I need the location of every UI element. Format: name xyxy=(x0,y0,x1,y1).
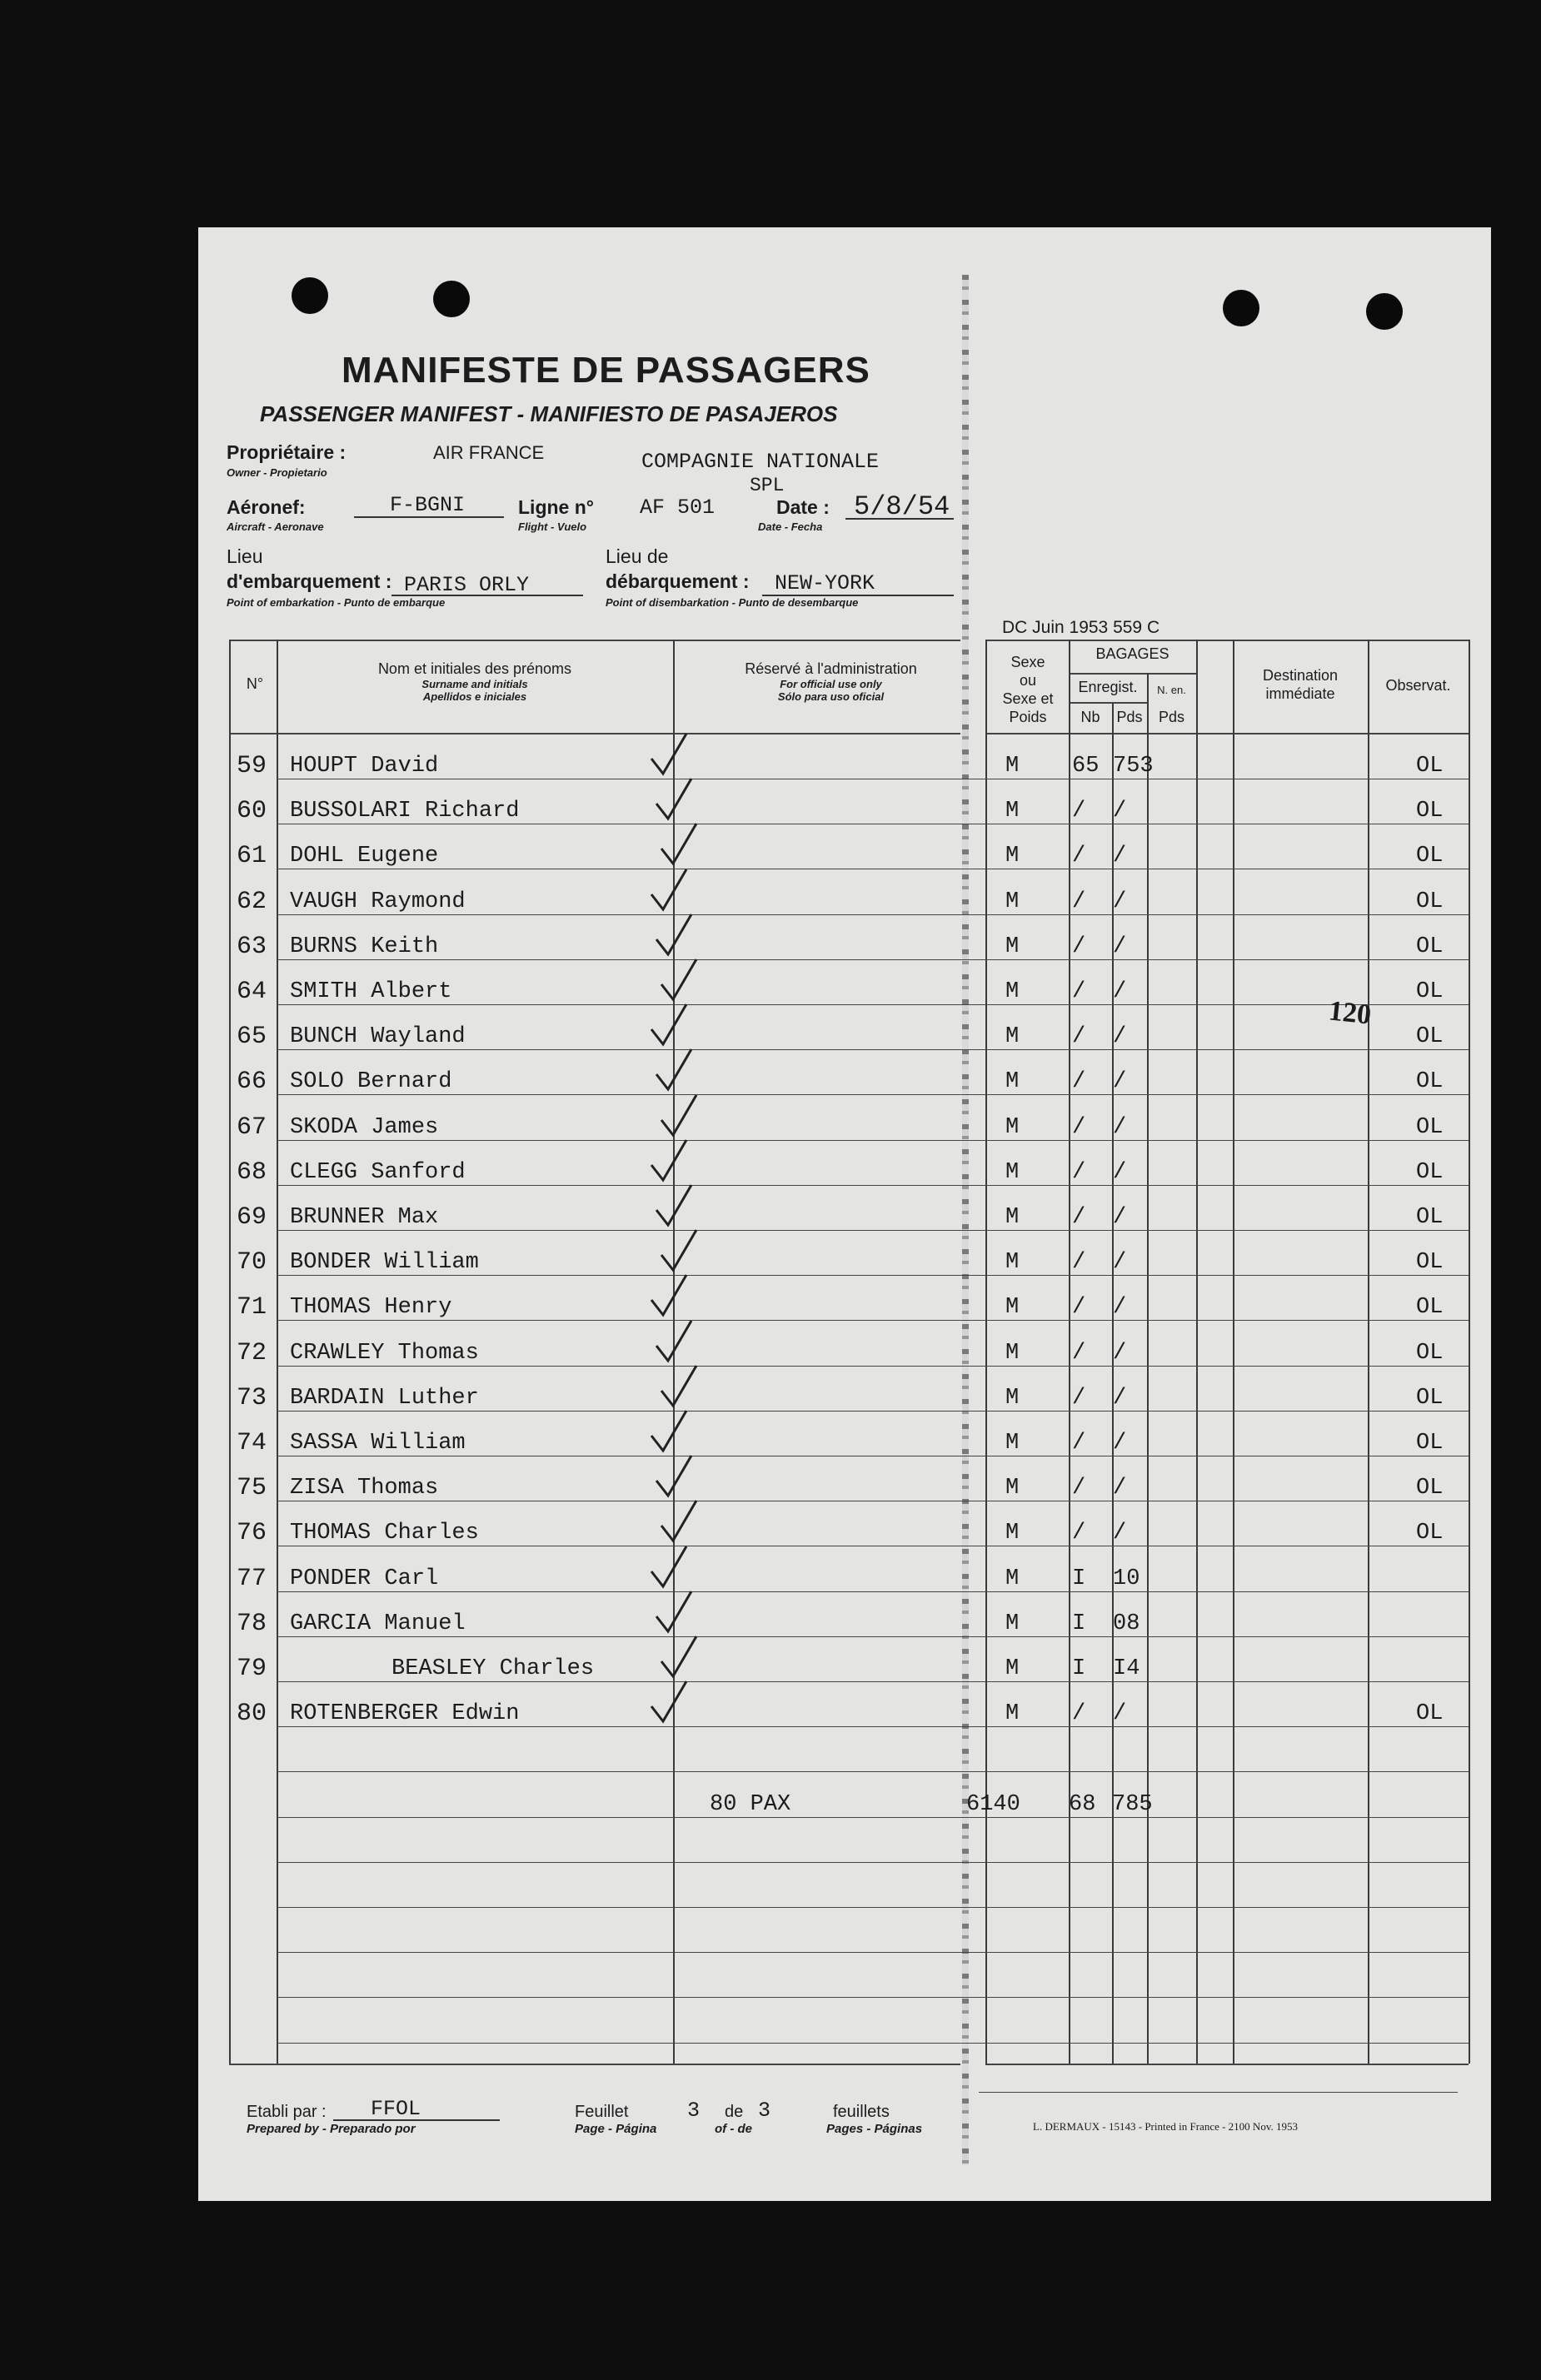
bag-weight: / xyxy=(1113,889,1127,914)
aircraft-line xyxy=(354,516,504,518)
check-mark-icon xyxy=(648,1407,698,1457)
sheets-label: feuillets xyxy=(833,2103,890,2121)
bag-weight: / xyxy=(1113,1250,1127,1275)
check-mark-icon xyxy=(653,775,703,825)
passenger-name: THOMAS Henry xyxy=(290,1295,452,1320)
passenger-sex: M xyxy=(1005,1250,1020,1275)
bag-count: I xyxy=(1072,1611,1086,1636)
observation: OL xyxy=(1416,1521,1444,1546)
observation: OL xyxy=(1416,1341,1444,1366)
row-number: 78 xyxy=(237,1610,267,1638)
passenger-sex: M xyxy=(1005,889,1020,914)
bag-count: / xyxy=(1072,1295,1086,1320)
flight-label-sub: Flight - Vuelo xyxy=(518,520,587,533)
bag-count: / xyxy=(1072,844,1086,869)
bag-weight: / xyxy=(1113,979,1127,1004)
passenger-name: ZISA Thomas xyxy=(290,1476,439,1501)
passenger-sex: M xyxy=(1005,1160,1020,1185)
bag-count: / xyxy=(1072,1069,1086,1094)
observation: OL xyxy=(1416,1115,1444,1140)
passenger-sex: M xyxy=(1005,754,1020,779)
passenger-name: SKODA James xyxy=(290,1115,439,1140)
passenger-sex: M xyxy=(1005,1566,1020,1591)
row-rule xyxy=(277,1952,1469,1953)
passenger-sex: M xyxy=(1005,1069,1020,1094)
passenger-sex: M xyxy=(1005,1521,1020,1546)
owner-value: AIR FRANCE xyxy=(433,442,545,463)
passenger-sex: M xyxy=(1005,1024,1020,1049)
row-rule xyxy=(277,1997,1469,1998)
observation: OL xyxy=(1416,799,1444,824)
row-rule xyxy=(277,1636,1469,1637)
embark-label-2: d'embarquement : xyxy=(227,570,392,592)
bag-weight: / xyxy=(1113,1295,1127,1320)
total-weight: 6140 xyxy=(966,1792,1020,1817)
flight-value: AF 501 xyxy=(640,495,716,520)
bag-weight: / xyxy=(1113,1341,1127,1366)
passenger-name: BARDAIN Luther xyxy=(290,1386,479,1411)
passenger-name: PONDER Carl xyxy=(290,1566,439,1591)
check-mark-icon xyxy=(653,1182,703,1232)
passenger-sex: M xyxy=(1005,934,1020,959)
check-mark-icon xyxy=(658,1227,708,1277)
row-number: 70 xyxy=(237,1248,267,1277)
passenger-name: BURNS Keith xyxy=(290,934,439,959)
observation: OL xyxy=(1416,1476,1444,1501)
bag-weight: / xyxy=(1113,1521,1127,1546)
row-number: 59 xyxy=(237,752,267,780)
disembark-label-2: débarquement : xyxy=(606,570,750,592)
total-pax: 80 PAX xyxy=(710,1792,791,1817)
row-number: 75 xyxy=(237,1474,267,1502)
bag-weight: 753 xyxy=(1113,754,1154,779)
passenger-name: HOUPT David xyxy=(290,754,439,779)
passenger-name: GARCIA Manuel xyxy=(290,1611,466,1636)
row-number: 64 xyxy=(237,978,267,1006)
row-number: 63 xyxy=(237,933,267,961)
prepared-sub: Prepared by - Preparado por xyxy=(247,2122,416,2136)
bag-count: / xyxy=(1072,1024,1086,1049)
passenger-sex: M xyxy=(1005,1386,1020,1411)
row-rule xyxy=(277,1591,1469,1592)
check-mark-icon xyxy=(653,911,703,961)
row-number: 67 xyxy=(237,1113,267,1142)
row-number: 60 xyxy=(237,797,267,825)
bag-count: / xyxy=(1072,1341,1086,1366)
row-rule xyxy=(277,1726,1469,1727)
row-number: 80 xyxy=(237,1700,267,1728)
passenger-sex: M xyxy=(1005,1205,1020,1230)
row-rule xyxy=(277,2043,1469,2044)
observation: OL xyxy=(1416,934,1444,959)
header-sex: Sexe ou Sexe et Poids xyxy=(1002,654,1054,725)
check-mark-icon xyxy=(658,1092,708,1142)
bag-weight: / xyxy=(1113,844,1127,869)
check-mark-icon xyxy=(648,1678,698,1728)
aircraft-label: Aéronef: xyxy=(227,496,306,518)
bag-count: / xyxy=(1072,1521,1086,1546)
bag-count: / xyxy=(1072,799,1086,824)
passenger-name: BRUNNER Max xyxy=(290,1205,439,1230)
observation: OL xyxy=(1416,1701,1444,1726)
flight-label: Ligne n° xyxy=(518,496,594,518)
row-rule xyxy=(277,1771,1469,1772)
bag-count: I xyxy=(1072,1656,1086,1681)
row-number: 62 xyxy=(237,888,267,916)
header-nb: Nb xyxy=(1080,709,1100,725)
row-rule xyxy=(277,1320,1469,1321)
punch-hole xyxy=(1366,293,1403,330)
date-line xyxy=(845,518,954,520)
header-nonenreg: N. en. xyxy=(1157,684,1186,696)
row-rule xyxy=(277,959,1469,960)
header-enreg: Enregist. xyxy=(1078,679,1138,695)
passenger-name: CRAWLEY Thomas xyxy=(290,1341,479,1366)
check-mark-icon xyxy=(648,1272,698,1322)
prepared-label: Etabli par : xyxy=(247,2103,327,2121)
row-number: 76 xyxy=(237,1519,267,1547)
row-number: 72 xyxy=(237,1339,267,1367)
passenger-name: BUSSOLARI Richard xyxy=(290,799,520,824)
check-mark-icon xyxy=(648,1543,698,1593)
header-bagages: BAGAGES xyxy=(1095,645,1169,662)
passenger-name: BUNCH Wayland xyxy=(290,1024,466,1049)
flight-extra: SPL xyxy=(750,475,785,496)
row-number: 71 xyxy=(237,1293,267,1322)
passenger-sex: M xyxy=(1005,1476,1020,1501)
row-number: 61 xyxy=(237,842,267,870)
bag-weight: / xyxy=(1113,1069,1127,1094)
bag-count: / xyxy=(1072,1205,1086,1230)
total-bag-weight: 785 xyxy=(1112,1792,1153,1817)
check-mark-icon xyxy=(648,730,698,780)
row-rule xyxy=(277,1049,1469,1050)
passenger-sex: M xyxy=(1005,799,1020,824)
observation: OL xyxy=(1416,979,1444,1004)
fold-line xyxy=(962,275,969,2165)
row-rule xyxy=(277,914,1469,915)
aircraft-value: F-BGNI xyxy=(390,493,466,517)
sheet-label: Feuillet xyxy=(575,2103,629,2121)
row-number: 79 xyxy=(237,1655,267,1683)
bag-count: / xyxy=(1072,1115,1086,1140)
check-mark-icon xyxy=(658,1633,708,1683)
passenger-sex: M xyxy=(1005,844,1020,869)
observation: OL xyxy=(1416,1386,1444,1411)
passenger-sex: M xyxy=(1005,1611,1020,1636)
observation: OL xyxy=(1416,1295,1444,1320)
check-mark-icon xyxy=(658,1362,708,1412)
row-number: 73 xyxy=(237,1384,267,1412)
row-number: 65 xyxy=(237,1023,267,1051)
passenger-sex: M xyxy=(1005,1115,1020,1140)
observation: OL xyxy=(1416,1160,1444,1185)
bag-count: / xyxy=(1072,1476,1086,1501)
disembark-label-sub: Point of disembarkation - Punto de desembarque xyxy=(606,596,859,609)
bag-weight: / xyxy=(1113,1024,1127,1049)
header-pds: Pds xyxy=(1116,709,1143,725)
check-mark-icon xyxy=(648,866,698,916)
date-label: Date : xyxy=(776,496,830,518)
observation: OL xyxy=(1416,844,1444,869)
row-rule xyxy=(277,1817,1469,1818)
sheet-value: 3 xyxy=(687,2099,701,2123)
passenger-name: BONDER William xyxy=(290,1250,479,1275)
check-mark-icon xyxy=(653,1588,703,1638)
row-rule xyxy=(277,1004,1469,1005)
row-rule xyxy=(277,1907,1469,1908)
disembark-label-1: Lieu de xyxy=(606,545,669,567)
observation: OL xyxy=(1416,1250,1444,1275)
row-rule xyxy=(277,1094,1469,1095)
check-mark-icon xyxy=(648,1137,698,1187)
bag-weight: / xyxy=(1113,1701,1127,1726)
row-rule xyxy=(277,1862,1469,1863)
embark-line xyxy=(391,595,583,596)
bag-count: / xyxy=(1072,934,1086,959)
manifest-subtitle: PASSENGER MANIFEST - MANIFIESTO DE PASAJEROS xyxy=(260,401,838,426)
bag-weight: 10 xyxy=(1113,1566,1140,1591)
row-number: 74 xyxy=(237,1429,267,1457)
row-rule xyxy=(277,1681,1469,1682)
passenger-sex: M xyxy=(1005,979,1020,1004)
bag-weight: / xyxy=(1113,1431,1127,1456)
check-mark-icon xyxy=(653,1046,703,1096)
sheets-sub: Pages - Páginas xyxy=(826,2122,923,2136)
punch-hole xyxy=(1223,290,1259,326)
owner-label: Propriétaire : xyxy=(227,441,347,463)
bag-weight: / xyxy=(1113,934,1127,959)
passenger-name: SASSA William xyxy=(290,1431,466,1456)
bag-count: / xyxy=(1072,889,1086,914)
passenger-name: CLEGG Sanford xyxy=(290,1160,466,1185)
row-number: 69 xyxy=(237,1203,267,1232)
of-sub: of - de xyxy=(715,2122,752,2136)
prepared-value: FFOL xyxy=(371,2097,421,2121)
passenger-sex: M xyxy=(1005,1431,1020,1456)
row-rule xyxy=(277,1366,1469,1367)
date-label-sub: Date - Fecha xyxy=(758,520,823,533)
header-pds2: Pds xyxy=(1158,709,1185,725)
date-value: 5/8/54 xyxy=(854,491,950,522)
embark-value: PARIS ORLY xyxy=(404,573,530,597)
header-name: Nom et initiales des prénoms Surname and initials Apellidos e iniciales xyxy=(377,660,572,703)
passenger-sex: M xyxy=(1005,1295,1020,1320)
bag-count: 65 xyxy=(1072,754,1100,779)
form-code: DC Juin 1953 559 C xyxy=(1002,618,1160,637)
punch-hole xyxy=(292,277,328,314)
header-destination: Destination immédiate xyxy=(1262,667,1339,702)
disembark-value: NEW-YORK xyxy=(775,571,875,595)
footer-divider xyxy=(979,2092,1458,2093)
row-rule xyxy=(277,1230,1469,1231)
bag-weight: 08 xyxy=(1113,1611,1140,1636)
bag-count: / xyxy=(1072,1431,1086,1456)
prepared-line xyxy=(333,2119,500,2121)
passenger-name: DOHL Eugene xyxy=(290,844,439,869)
passenger-name: SOLO Bernard xyxy=(290,1069,452,1094)
observation: OL xyxy=(1416,1024,1444,1049)
punch-hole xyxy=(433,281,470,317)
passenger-sex: M xyxy=(1005,1701,1020,1726)
bag-weight: / xyxy=(1113,1205,1127,1230)
passenger-sex: M xyxy=(1005,1656,1020,1681)
bag-count: / xyxy=(1072,1701,1086,1726)
observation: OL xyxy=(1416,889,1444,914)
passenger-name: ROTENBERGER Edwin xyxy=(290,1701,520,1726)
passenger-name: THOMAS Charles xyxy=(290,1521,479,1546)
bag-weight: / xyxy=(1113,1160,1127,1185)
bag-weight: / xyxy=(1113,1386,1127,1411)
owner-label-sub: Owner - Propietario xyxy=(227,466,327,479)
disembark-line xyxy=(762,595,954,596)
bag-count: I xyxy=(1072,1566,1086,1591)
row-rule xyxy=(277,1275,1469,1276)
bag-weight: I4 xyxy=(1113,1656,1140,1681)
row-number: 77 xyxy=(237,1565,267,1593)
bag-weight: / xyxy=(1113,1115,1127,1140)
row-rule xyxy=(277,1411,1469,1412)
embark-label-sub: Point of embarkation - Punto de embarque xyxy=(227,596,446,609)
check-mark-icon xyxy=(658,820,708,870)
bag-count: / xyxy=(1072,979,1086,1004)
observation: OL xyxy=(1416,1205,1444,1230)
passenger-sex: M xyxy=(1005,1341,1020,1366)
manifest-title: MANIFESTE DE PASSAGERS xyxy=(342,350,870,391)
embark-label-1: Lieu xyxy=(227,545,263,567)
observation: OL xyxy=(1416,1431,1444,1456)
observation: OL xyxy=(1416,754,1444,779)
handwritten-annotation: 120 xyxy=(1327,995,1373,1031)
owner-typed: COMPAGNIE NATIONALE xyxy=(641,450,880,474)
bag-count: / xyxy=(1072,1250,1086,1275)
header-no: N° xyxy=(246,675,264,692)
printer-imprint: L. DERMAUX - 15143 - Printed in France - 2100 Nov. 1953 xyxy=(1033,2120,1298,2133)
row-rule xyxy=(277,1185,1469,1186)
passenger-name: BEASLEY Charles xyxy=(391,1656,595,1681)
total-bag-count: 68 xyxy=(1069,1792,1096,1817)
check-mark-icon xyxy=(658,956,708,1006)
check-mark-icon xyxy=(658,1497,708,1547)
passenger-name: SMITH Albert xyxy=(290,979,452,1004)
row-rule xyxy=(277,1140,1469,1141)
bag-weight: / xyxy=(1113,1476,1127,1501)
row-number: 68 xyxy=(237,1158,267,1187)
row-number: 66 xyxy=(237,1068,267,1096)
passenger-name: VAUGH Raymond xyxy=(290,889,466,914)
bag-count: / xyxy=(1072,1160,1086,1185)
of-label: de xyxy=(725,2103,744,2121)
observation: OL xyxy=(1416,1069,1444,1094)
of-value: 3 xyxy=(758,2099,771,2123)
check-mark-icon xyxy=(653,1452,703,1502)
check-mark-icon xyxy=(653,1317,703,1367)
check-mark-icon xyxy=(648,1001,698,1051)
header-admin: Réservé à l'administration For official use only Sólo para uso oficial xyxy=(745,660,917,703)
sheet-sub: Page - Página xyxy=(575,2122,657,2136)
bag-weight: / xyxy=(1113,799,1127,824)
aircraft-label-sub: Aircraft - Aeronave xyxy=(227,520,324,533)
header-observations: Observat. xyxy=(1385,677,1451,694)
bag-count: / xyxy=(1072,1386,1086,1411)
